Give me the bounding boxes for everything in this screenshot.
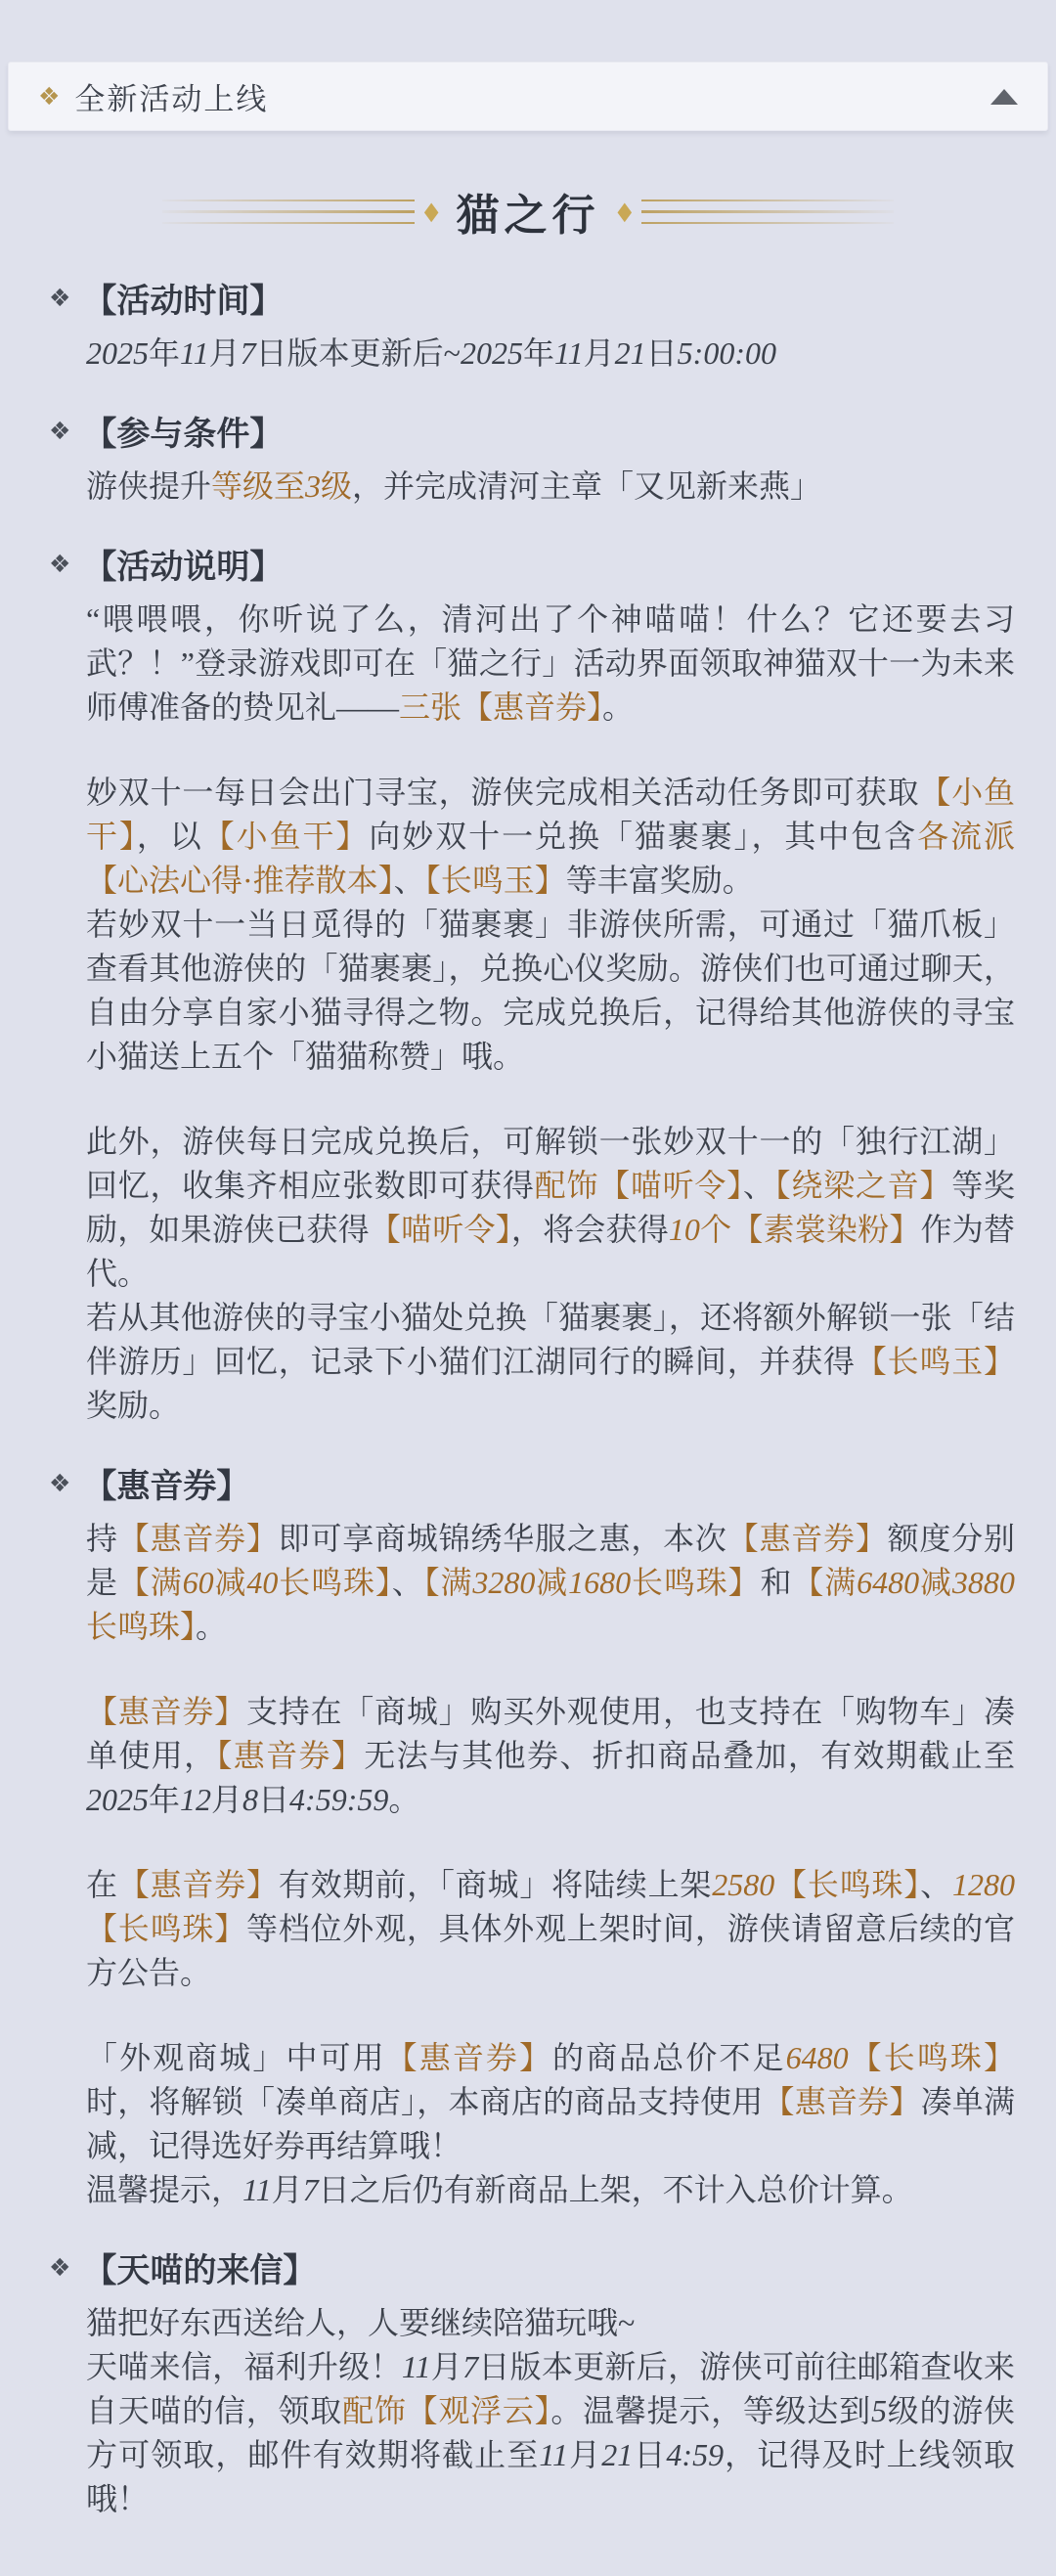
paragraph xyxy=(86,465,1015,509)
accent-text: 配饰【喵听令】 xyxy=(534,1168,743,1203)
body-text: 等丰富奖励。 xyxy=(565,863,754,898)
paragraph xyxy=(86,1296,1015,1428)
paragraph xyxy=(86,332,1015,376)
accent-text: 配饰【观浮云】 xyxy=(342,2393,551,2428)
accent-text: 【满60减40长鸣珠】 xyxy=(117,1565,392,1600)
collapse-bar-title: 全新活动上线 xyxy=(74,82,269,116)
accent-text: 【小鱼干】 xyxy=(202,819,370,854)
body-text: 。 xyxy=(602,689,635,725)
accent-text: 1280【长鸣珠】 xyxy=(86,1867,1015,1946)
body-text: 时，将解锁「凑单商店」，本商店的商品支持使用 xyxy=(86,2084,764,2119)
body-text: 「外观商城」中可用 xyxy=(86,2040,386,2075)
section-heading xyxy=(49,407,1015,455)
section-paragraphs xyxy=(49,465,1015,509)
notice-section xyxy=(49,274,1015,376)
body-text: 即可享商城锦绣华服之惠，本次 xyxy=(278,1521,727,1556)
paragraph xyxy=(86,2345,1015,2521)
body-text: 。温馨提示，等级达到5级的游侠方可领取，邮件有效期将截止至11月21日4:59，记得及时上线领取哦！ xyxy=(86,2393,1015,2516)
notice-content xyxy=(0,274,1056,2521)
four-diamond-icon: ❖ xyxy=(49,1469,71,1497)
accent-text: 10个【素裳染粉】 xyxy=(668,1212,921,1247)
paragraph xyxy=(86,2168,1015,2212)
paragraph xyxy=(86,598,1015,730)
four-diamond-icon: ❖ xyxy=(49,550,71,578)
four-diamond-icon: ❖ xyxy=(49,2253,71,2282)
body-text: 凑单满减，记得选好券再结算哦！ xyxy=(86,2084,1015,2163)
diamond-icon: ◆ xyxy=(423,196,439,226)
body-text: 等档位外观，具体外观上架时间，游侠请留意后续的官方公告。 xyxy=(86,1911,1015,1990)
accent-text: 三张【惠音券】 xyxy=(399,689,603,725)
paragraph xyxy=(86,2036,1015,2168)
body-text: 向妙双十一兑换「猫裹裹」，其中包含 xyxy=(369,819,918,854)
section-paragraphs xyxy=(49,332,1015,376)
body-text: 若从其他游侠的寻宝小猫处兑换「猫裹裹」，还将额外解锁一张「结伴游历」回忆，记录下小猫们江湖同行的瞬间，并获得 xyxy=(86,1300,1015,1379)
accent-text: 【惠音券】 xyxy=(117,1867,279,1902)
section-heading-text: 【天喵的来信】 xyxy=(83,2253,317,2289)
body-text: 和 xyxy=(760,1565,793,1600)
body-text: 温馨提示，11月7日之后仍有新商品上架，不计入总价计算。 xyxy=(86,2172,913,2207)
body-text: 、 xyxy=(920,1867,952,1902)
paragraph xyxy=(86,1120,1015,1296)
accent-text: 【惠音券】 xyxy=(117,1521,279,1556)
paragraph xyxy=(86,903,1015,1079)
body-text: ，将会获得 xyxy=(510,1212,669,1247)
body-text: 猫把好东西送给人，人要继续陪猫玩哦~ xyxy=(86,2305,636,2340)
ornament-lines-left xyxy=(162,200,415,224)
event-title: 猫之行 xyxy=(456,192,600,240)
body-text: 妙双十一每日会出门寻宝，游侠完成相关活动任务即可获取 xyxy=(86,775,920,810)
ornament-lines-right xyxy=(641,200,894,224)
section-heading-text: 【惠音券】 xyxy=(83,1469,250,1505)
body-text: 、 xyxy=(393,863,425,898)
body-text: 游侠提升 xyxy=(86,468,212,504)
paragraph xyxy=(86,2301,1015,2345)
accent-text: 【惠音券】 xyxy=(86,1694,246,1729)
body-text: “喂喂喂，你听说了么，清河出了个神喵喵！什么？它还要去习武？！”登录游戏即可在「猫之行」活动界面领取神猫双十一为未来师傅准备的贽见礼—— xyxy=(86,601,1015,725)
section-heading xyxy=(49,1459,1015,1507)
body-text: 有效期前，「商城」将陆续上架 xyxy=(278,1867,713,1902)
section-heading-text: 【活动说明】 xyxy=(83,550,284,586)
body-text: 的商品总价不足 xyxy=(552,2040,786,2075)
four-diamond-icon: ❖ xyxy=(49,284,71,312)
section-heading xyxy=(49,274,1015,322)
body-text: 持 xyxy=(86,1521,118,1556)
accent-text: 【小鱼干】 xyxy=(86,775,1015,854)
section-paragraphs xyxy=(49,2301,1015,2521)
announcement-page xyxy=(0,62,1056,2576)
body-text: 奖励。 xyxy=(86,1388,181,1423)
body-text: 若妙双十一当日觅得的「猫裹裹」非游侠所需，可通过「猫爪板」查看其他游侠的「猫裹裹」，兑换心仪奖励。游侠们也可通过聊天，自由分享自家小猫寻得之物。完成兑换后，记得给其他游侠的寻宝小猫送上五个「猫猫称赞」哦。 xyxy=(86,907,1015,1074)
four-diamond-icon: ❖ xyxy=(38,82,61,111)
section-heading xyxy=(49,540,1015,588)
notice-section xyxy=(49,540,1015,1428)
body-text: 在 xyxy=(86,1867,118,1902)
paragraph xyxy=(86,1690,1015,1822)
body-text: ，并完成清河主章「又见新来燕」 xyxy=(352,468,822,504)
accent-text: 【惠音券】 xyxy=(726,1521,888,1556)
notice-section xyxy=(49,2243,1015,2521)
section-heading xyxy=(49,2243,1015,2291)
four-diamond-icon: ❖ xyxy=(49,417,71,445)
accent-text: 【绕梁之音】 xyxy=(774,1168,952,1203)
body-text: 等奖励，如果游侠已获得 xyxy=(86,1168,1015,1247)
accent-text: 【喵听令】 xyxy=(369,1212,511,1247)
diamond-icon: ◆ xyxy=(617,196,633,226)
accent-text: 【满3280减1680长鸣珠】 xyxy=(423,1565,761,1600)
section-heading-text: 【参与条件】 xyxy=(83,417,284,453)
accent-text: 6480【长鸣珠】 xyxy=(785,2040,1015,2075)
event-title-banner xyxy=(0,180,1056,243)
body-text: ，以 xyxy=(136,819,203,854)
paragraph xyxy=(86,1517,1015,1649)
body-text: 额度分别是 xyxy=(86,1521,1015,1600)
body-text: 无法与其他券、折扣商品叠加，有效期截止至2025年12月8日4:59:59。 xyxy=(86,1738,1015,1817)
body-text: 作为替代。 xyxy=(86,1212,1015,1291)
notice-section xyxy=(49,1459,1015,2212)
body-text: 天喵来信，福利升级！11月7日版本更新后，游侠可前往邮箱查收来自天喵的信，领取 xyxy=(86,2349,1015,2428)
accent-text: 【长鸣玉】 xyxy=(855,1344,1015,1379)
accent-text: 等级至3级 xyxy=(211,468,353,504)
body-text: 支持在「商城」购买外观使用，也支持在「购物车」凑单使用， xyxy=(86,1694,1015,1773)
accent-text: 【满6480减3880长鸣珠】 xyxy=(86,1565,1015,1644)
paragraph xyxy=(86,1863,1015,1995)
collapse-up-icon[interactable] xyxy=(990,89,1018,105)
accent-text: 各流派【心法心得·推荐散本】 xyxy=(86,819,1015,898)
accent-text: 【惠音券】 xyxy=(763,2084,921,2119)
body-text: 2025年11月7日版本更新后~2025年11月21日5:00:00 xyxy=(86,335,776,371)
accent-text: 2580【长鸣珠】 xyxy=(712,1867,921,1902)
body-text: 。 xyxy=(196,1609,228,1644)
accent-text: 【长鸣玉】 xyxy=(424,863,566,898)
collapse-bar[interactable] xyxy=(8,62,1048,131)
body-text: 此外，游侠每日完成兑换后，可解锁一张妙双十一的「独行江湖」回忆，收集齐相应张数即可获得 xyxy=(86,1124,1015,1203)
section-paragraphs xyxy=(49,598,1015,1428)
paragraph xyxy=(86,771,1015,903)
accent-text: 【惠音券】 xyxy=(216,1738,365,1773)
body-text: 、 xyxy=(391,1565,424,1600)
section-heading-text: 【活动时间】 xyxy=(83,284,284,320)
body-text: 、 xyxy=(742,1168,775,1203)
notice-section xyxy=(49,407,1015,509)
section-paragraphs xyxy=(49,1517,1015,2212)
accent-text: 【惠音券】 xyxy=(385,2040,553,2075)
